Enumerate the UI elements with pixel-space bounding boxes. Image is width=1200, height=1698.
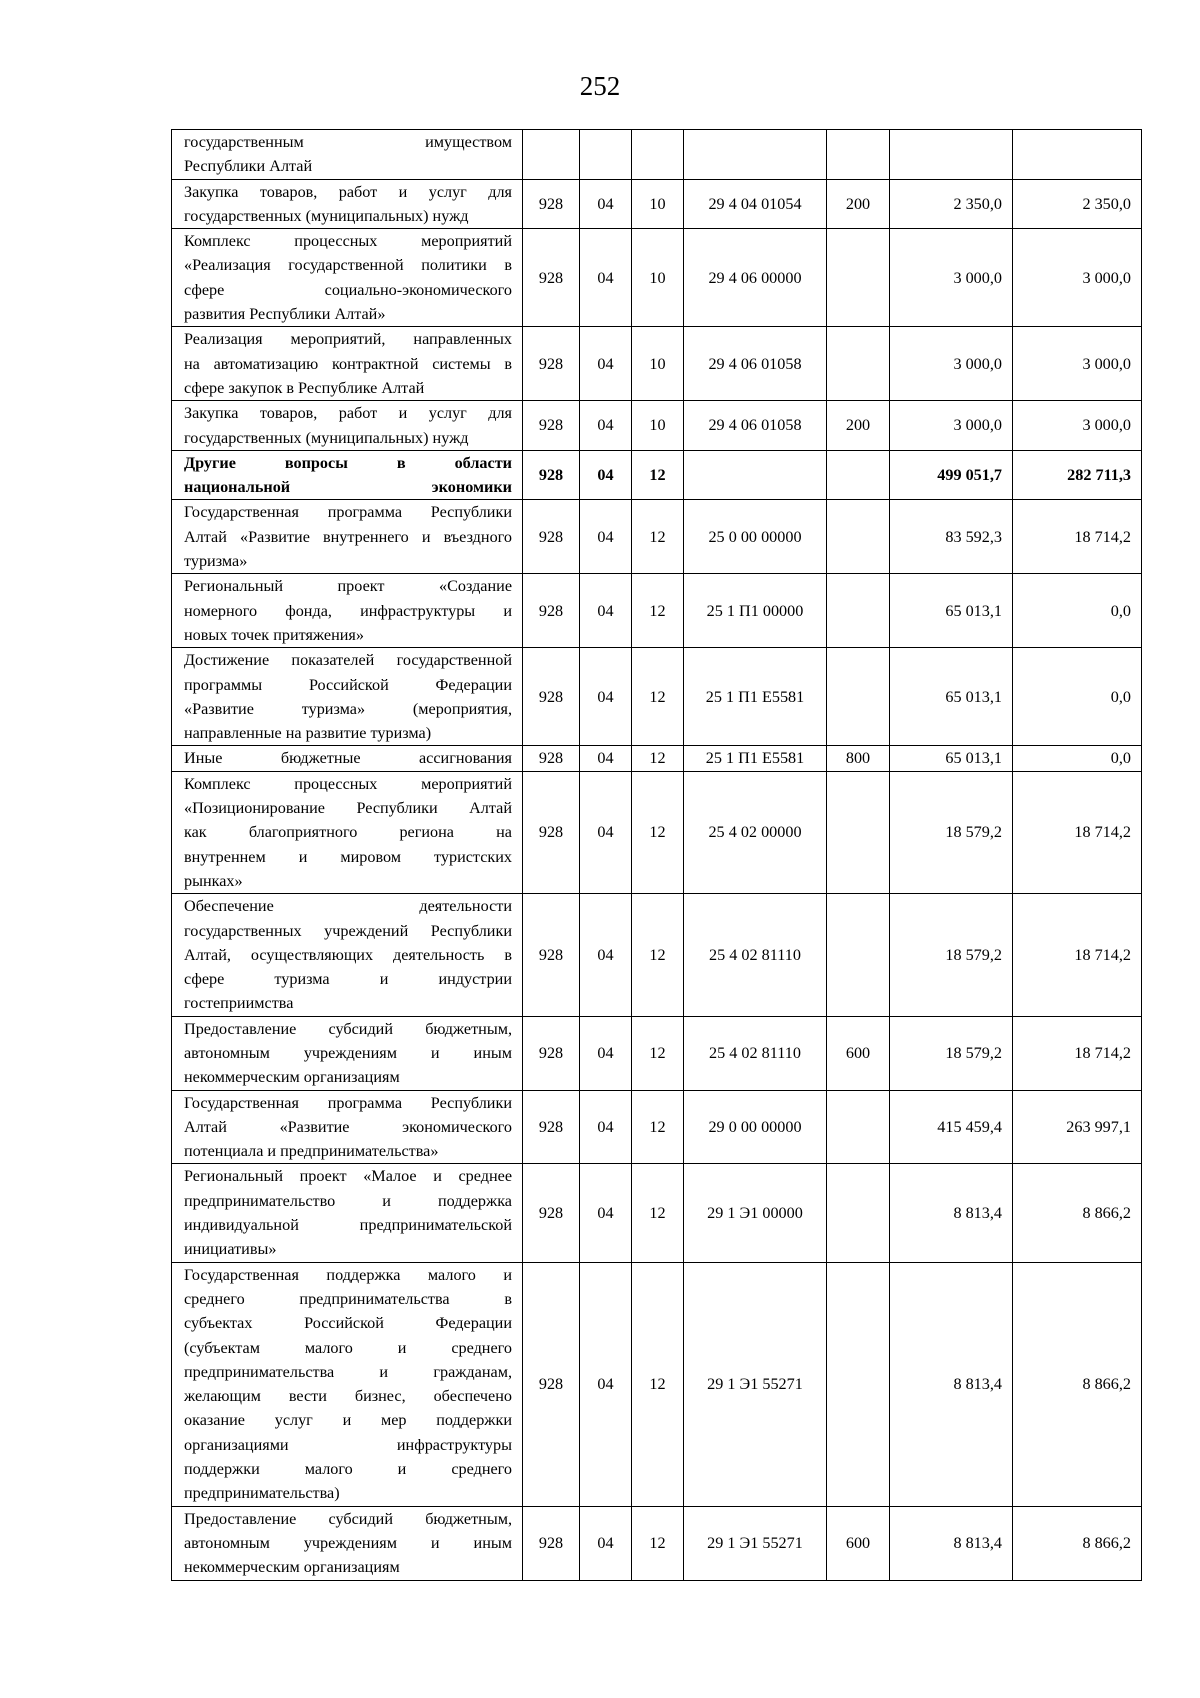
description-line: Государственная программа Республики [184, 1093, 512, 1112]
description-line: сфере закупок в Республике Алтай [184, 378, 425, 397]
row-description-cell [172, 1164, 523, 1262]
description-line: Региональный проект «Создание [184, 577, 512, 596]
subsection-code-cell: 10 [632, 401, 684, 451]
amount-year2-cell: 18 714,2 [1013, 894, 1142, 1016]
row-description-cell [172, 1016, 523, 1090]
description-line: программы Российской Федерации [184, 675, 512, 694]
section-code-cell: 04 [580, 1506, 632, 1580]
row-description-cell [172, 229, 523, 327]
target-article-cell: 29 4 04 01054 [684, 179, 827, 229]
description-line: Предоставление субсидий бюджетным, [184, 1019, 512, 1038]
amount-year1-cell: 65 013,1 [890, 574, 1013, 648]
expense-type-cell [827, 894, 890, 1016]
admin-code-cell: 928 [523, 401, 580, 451]
expense-type-cell: 600 [827, 1506, 890, 1580]
amount-year2-cell: 0,0 [1013, 574, 1142, 648]
subsection-code-cell: 12 [632, 648, 684, 746]
description-line: индивидуальной предпринимательской [184, 1216, 512, 1235]
description-line: направленные на развитие туризма) [184, 724, 432, 743]
description-line: Государственная программа Республики [184, 503, 512, 522]
row-description-cell [172, 401, 523, 451]
expense-type-cell [827, 648, 890, 746]
amount-year2-cell: 18 714,2 [1013, 1016, 1142, 1090]
target-article-cell: 25 0 00 00000 [684, 500, 827, 574]
row-description-cell [172, 771, 523, 893]
admin-code-cell: 928 [523, 1262, 580, 1506]
subsection-code-cell: 12 [632, 894, 684, 1016]
amount-year1-cell: 8 813,4 [890, 1262, 1013, 1506]
description-line: сфере туризма и индустрии [184, 970, 512, 989]
description-line: государственным имуществом [184, 133, 512, 151]
expense-type-cell [827, 450, 890, 500]
section-code-cell: 04 [580, 1090, 632, 1164]
row-description-cell [172, 1506, 523, 1580]
table-row [172, 450, 1142, 500]
table-row [172, 746, 1142, 771]
table-row [172, 574, 1142, 648]
description-line: национальной экономики [184, 478, 512, 497]
description-line: некоммерческим организациям [184, 1068, 400, 1087]
description-line: развития Республики Алтай» [184, 305, 386, 324]
row-description-cell [172, 130, 523, 180]
description-line: предпринимательство и поддержка [184, 1191, 512, 1210]
description-line: среднего предпринимательства в [184, 1289, 512, 1308]
description-line: предпринимательства и гражданам, [184, 1362, 512, 1381]
expense-type-cell [827, 229, 890, 327]
table-row [172, 1262, 1142, 1506]
section-code-cell [580, 130, 632, 180]
description-line: рынках» [184, 871, 243, 890]
target-article-cell: 25 4 02 00000 [684, 771, 827, 893]
expense-type-cell [827, 130, 890, 180]
description-line: государственных (муниципальных) нужд [184, 206, 469, 225]
amount-year2-cell: 18 714,2 [1013, 771, 1142, 893]
section-code-cell: 04 [580, 648, 632, 746]
description-line: Иные бюджетные ассигнования [184, 749, 512, 768]
target-article-cell: 29 1 Э1 00000 [684, 1164, 827, 1262]
table-row [172, 327, 1142, 401]
description-line: Региональный проект «Малое и среднее [184, 1167, 512, 1186]
description-line: Достижение показателей государственной [184, 651, 512, 670]
description-line: (субъектам малого и среднего [184, 1338, 512, 1357]
amount-year1-cell: 499 051,7 [890, 450, 1013, 500]
admin-code-cell: 928 [523, 746, 580, 771]
table-row [172, 648, 1142, 746]
row-description-cell [172, 327, 523, 401]
description-line: желающим вести бизнес, обеспечено [184, 1387, 512, 1406]
description-line: Предоставление субсидий бюджетным, [184, 1509, 512, 1528]
section-code-cell: 04 [580, 1262, 632, 1506]
target-article-cell: 29 1 Э1 55271 [684, 1262, 827, 1506]
table-row [172, 500, 1142, 574]
admin-code-cell: 928 [523, 1164, 580, 1262]
row-description-cell [172, 746, 523, 771]
admin-code-cell: 928 [523, 1090, 580, 1164]
description-line: как благоприятного региона на [184, 823, 512, 842]
amount-year2-cell: 8 866,2 [1013, 1164, 1142, 1262]
section-code-cell: 04 [580, 500, 632, 574]
budget-table [171, 129, 1142, 1581]
target-article-cell: 25 4 02 81110 [684, 894, 827, 1016]
description-line: «Реализация государственной политики в [184, 256, 512, 275]
amount-year1-cell: 3 000,0 [890, 401, 1013, 451]
table-row [172, 1164, 1142, 1262]
subsection-code-cell: 10 [632, 179, 684, 229]
amount-year1-cell: 3 000,0 [890, 327, 1013, 401]
amount-year2-cell [1013, 130, 1142, 180]
table-row [172, 130, 1142, 180]
admin-code-cell: 928 [523, 648, 580, 746]
subsection-code-cell: 10 [632, 327, 684, 401]
expense-type-cell: 200 [827, 401, 890, 451]
amount-year2-cell: 0,0 [1013, 648, 1142, 746]
amount-year1-cell: 18 579,2 [890, 771, 1013, 893]
row-description-cell [172, 894, 523, 1016]
subsection-code-cell: 12 [632, 1262, 684, 1506]
expense-type-cell [827, 1262, 890, 1506]
expense-type-cell [827, 500, 890, 574]
amount-year1-cell: 65 013,1 [890, 746, 1013, 771]
admin-code-cell: 928 [523, 229, 580, 327]
admin-code-cell: 928 [523, 450, 580, 500]
description-line: Комплекс процессных мероприятий [184, 232, 512, 251]
description-line: новых точек притяжения» [184, 625, 364, 644]
amount-year1-cell: 2 350,0 [890, 179, 1013, 229]
amount-year1-cell: 415 459,4 [890, 1090, 1013, 1164]
expense-type-cell: 600 [827, 1016, 890, 1090]
description-line: оказание услуг и мер поддержки [184, 1411, 512, 1430]
amount-year2-cell: 8 866,2 [1013, 1506, 1142, 1580]
subsection-code-cell: 12 [632, 1506, 684, 1580]
subsection-code-cell [632, 130, 684, 180]
description-line: «Позиционирование Республики Алтай [184, 799, 512, 818]
expense-type-cell [827, 1164, 890, 1262]
amount-year2-cell: 3 000,0 [1013, 401, 1142, 451]
target-article-cell: 25 4 02 81110 [684, 1016, 827, 1090]
description-line: номерного фонда, инфраструктуры и [184, 601, 512, 620]
subsection-code-cell: 12 [632, 1016, 684, 1090]
target-article-cell [684, 450, 827, 500]
description-line: государственных (муниципальных) нужд [184, 428, 469, 447]
amount-year1-cell: 8 813,4 [890, 1164, 1013, 1262]
section-code-cell: 04 [580, 1016, 632, 1090]
subsection-code-cell: 12 [632, 574, 684, 648]
admin-code-cell: 928 [523, 771, 580, 893]
amount-year1-cell: 65 013,1 [890, 648, 1013, 746]
section-code-cell: 04 [580, 746, 632, 771]
subsection-code-cell: 12 [632, 1090, 684, 1164]
section-code-cell: 04 [580, 450, 632, 500]
table-row [172, 771, 1142, 893]
section-code-cell: 04 [580, 327, 632, 401]
page-number: 252 [579, 71, 621, 101]
description-line: Обеспечение деятельности [184, 897, 512, 916]
target-article-cell: 25 1 П1 Е5581 [684, 648, 827, 746]
description-line: Алтай «Развитие внутреннего и въездного [184, 527, 512, 546]
target-article-cell: 25 1 П1 00000 [684, 574, 827, 648]
description-line: инициативы» [184, 1240, 277, 1259]
amount-year1-cell: 18 579,2 [890, 894, 1013, 1016]
description-line: Алтай, осуществляющих деятельность в [184, 945, 512, 964]
description-line: субъектах Российской Федерации [184, 1314, 512, 1333]
amount-year2-cell: 2 350,0 [1013, 179, 1142, 229]
description-line: автономным учреждениям и иным [184, 1043, 512, 1062]
table-row [172, 179, 1142, 229]
admin-code-cell [523, 130, 580, 180]
description-line: Республики Алтай [184, 157, 313, 176]
row-description-cell [172, 1262, 523, 1506]
subsection-code-cell: 12 [632, 746, 684, 771]
table-body [172, 130, 1142, 1581]
amount-year2-cell: 0,0 [1013, 746, 1142, 771]
amount-year2-cell: 263 997,1 [1013, 1090, 1142, 1164]
target-article-cell: 29 4 06 01058 [684, 327, 827, 401]
target-article-cell: 29 4 06 01058 [684, 401, 827, 451]
section-code-cell: 04 [580, 574, 632, 648]
description-line: гостеприимства [184, 994, 294, 1013]
row-description-cell [172, 574, 523, 648]
description-line: на автоматизацию контрактной системы в [184, 354, 512, 373]
row-description-cell [172, 1090, 523, 1164]
table-row [172, 1506, 1142, 1580]
admin-code-cell: 928 [523, 327, 580, 401]
description-line: потенциала и предпринимательства» [184, 1142, 439, 1161]
description-line: некоммерческим организациям [184, 1558, 400, 1577]
description-line: сфере социально-экономического [184, 280, 512, 299]
expense-type-cell [827, 327, 890, 401]
description-line: Комплекс процессных мероприятий [184, 774, 512, 793]
target-article-cell: 25 1 П1 Е5581 [684, 746, 827, 771]
amount-year2-cell: 3 000,0 [1013, 327, 1142, 401]
section-code-cell: 04 [580, 401, 632, 451]
target-article-cell: 29 1 Э1 55271 [684, 1506, 827, 1580]
expense-type-cell: 800 [827, 746, 890, 771]
admin-code-cell: 928 [523, 574, 580, 648]
expense-type-cell [827, 574, 890, 648]
amount-year1-cell: 18 579,2 [890, 1016, 1013, 1090]
description-line: Реализация мероприятий, направленных [184, 330, 512, 349]
amount-year1-cell: 3 000,0 [890, 229, 1013, 327]
description-line: внутреннем и мировом туристских [184, 847, 512, 866]
subsection-code-cell: 12 [632, 771, 684, 893]
description-line: Закупка товаров, работ и услуг для [184, 182, 512, 201]
description-line: «Развитие туризма» (мероприятия, [184, 699, 512, 718]
table-row [172, 401, 1142, 451]
subsection-code-cell: 12 [632, 1164, 684, 1262]
row-description-cell [172, 648, 523, 746]
subsection-code-cell: 12 [632, 450, 684, 500]
table-row [172, 1090, 1142, 1164]
amount-year2-cell: 282 711,3 [1013, 450, 1142, 500]
amount-year1-cell: 8 813,4 [890, 1506, 1013, 1580]
section-code-cell: 04 [580, 1164, 632, 1262]
description-line: Государственная поддержка малого и [184, 1265, 512, 1284]
amount-year2-cell: 18 714,2 [1013, 500, 1142, 574]
target-article-cell: 29 4 06 00000 [684, 229, 827, 327]
admin-code-cell: 928 [523, 1506, 580, 1580]
table-row [172, 229, 1142, 327]
expense-type-cell [827, 1090, 890, 1164]
row-description-cell [172, 500, 523, 574]
target-article-cell: 29 0 00 00000 [684, 1090, 827, 1164]
table-row [172, 894, 1142, 1016]
description-line: туризма» [184, 552, 248, 571]
admin-code-cell: 928 [523, 894, 580, 1016]
expense-type-cell [827, 771, 890, 893]
section-code-cell: 04 [580, 229, 632, 327]
admin-code-cell: 928 [523, 1016, 580, 1090]
description-line: автономным учреждениям и иным [184, 1533, 512, 1552]
amount-year1-cell: 83 592,3 [890, 500, 1013, 574]
expense-type-cell: 200 [827, 179, 890, 229]
section-code-cell: 04 [580, 179, 632, 229]
target-article-cell [684, 130, 827, 180]
description-line: Закупка товаров, работ и услуг для [184, 404, 512, 423]
description-line: Другие вопросы в области [184, 453, 512, 472]
description-line: поддержки малого и среднего [184, 1460, 512, 1479]
section-code-cell: 04 [580, 771, 632, 893]
admin-code-cell: 928 [523, 500, 580, 574]
row-description-cell [172, 450, 523, 500]
description-line: организациями инфраструктуры [184, 1435, 512, 1454]
subsection-code-cell: 10 [632, 229, 684, 327]
description-line: предпринимательства) [184, 1484, 340, 1503]
subsection-code-cell: 12 [632, 500, 684, 574]
amount-year2-cell: 8 866,2 [1013, 1262, 1142, 1506]
admin-code-cell: 928 [523, 179, 580, 229]
row-description-cell [172, 179, 523, 229]
amount-year1-cell [890, 130, 1013, 180]
table-row [172, 1016, 1142, 1090]
amount-year2-cell: 3 000,0 [1013, 229, 1142, 327]
description-line: государственных учреждений Республики [184, 921, 512, 940]
section-code-cell: 04 [580, 894, 632, 1016]
description-line: Алтай «Развитие экономического [184, 1117, 512, 1136]
